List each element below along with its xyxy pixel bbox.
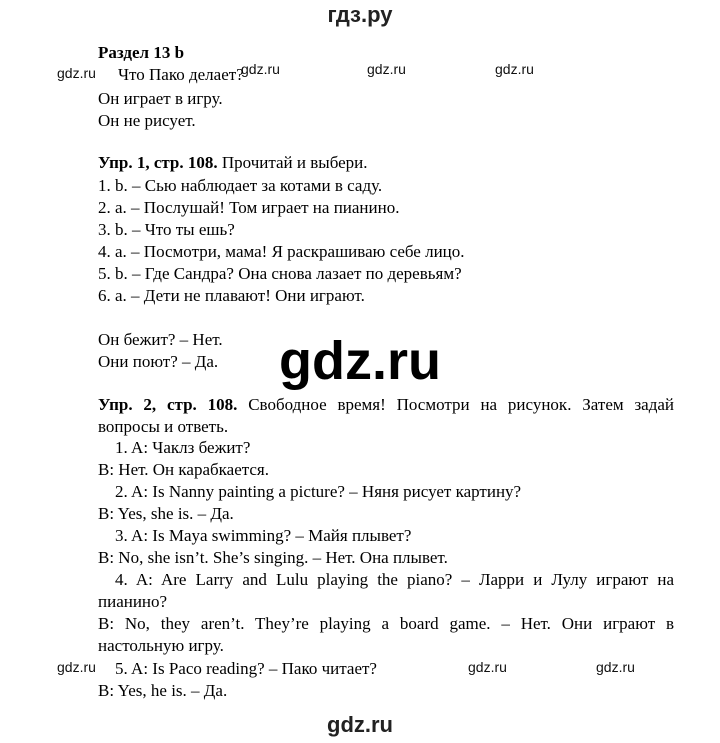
exercise-2-header [98,394,674,438]
watermark-small: gdz.ru [596,659,635,675]
section-title: Раздел 13 b [98,43,185,62]
exercise-2-line: B: Нет. Он карабкается. [98,460,269,479]
exercise-2-line: 4. A: Are Larry and Lulu playing the piano? – Ларри и Лулу играют на пианино? [98,570,674,611]
extra-line: Они поют? – Да. [98,352,219,371]
exercise-1-header [98,152,368,174]
exercise-2-line: B: Yes, she is. – Да. [98,504,234,523]
watermark-small: gdz.ru [495,61,534,77]
exercise-1-task: Прочитай и выбери. [217,153,368,172]
exercise-1-item: 5. b. – Где Сандра? Она снова лазает по деревьям? [98,264,462,283]
exercise-2-line: 1. A: Чаклз бежит? [115,438,251,457]
exercise-1-heading: Упр. 1, стр. 108. [98,153,218,172]
exercise-1-item: 6. a. – Дети не плавают! Они играют. [98,286,365,305]
exercise-2-line: B: No, she isn’t. She’s singing. – Нет. Она плывет. [98,548,448,567]
watermark-small: gdz.ru [241,61,280,77]
watermark-bottom: gdz.ru [327,712,393,737]
exercise-2-line: B: Yes, he is. – Да. [98,681,228,700]
exercise-1-item: 2. a. – Послушай! Том играет на пианино. [98,198,400,217]
site-header-watermark: гдз.ру [327,2,393,27]
watermark-small: gdz.ru [57,65,96,81]
exercise-2-line: 5. A: Is Paco reading? – Пако читает? [115,659,377,678]
section-line: Он не рисует. [98,111,196,130]
exercise-2-line: 3. A: Is Maya swimming? – Майя плывет? [115,526,412,545]
section-line: Что Пако делает? [118,65,244,84]
exercise-1-item: 1. b. – Сью наблюдает за котами в саду. [98,176,383,195]
exercise-1-item: 3. b. – Что ты ешь? [98,220,235,239]
exercise-2-line: 2. A: Is Nanny painting a picture? – Няня рисует картину? [115,482,522,501]
watermark-small: gdz.ru [367,61,406,77]
section-line: Он играет в игру. [98,89,223,108]
exercise-2-heading: Упр. 2, стр. 108. [98,395,238,414]
exercise-2-task: Свободное время! Посмотри на рисунок. Затем задай вопросы и ответь. [98,395,675,436]
watermark-small: gdz.ru [468,659,507,675]
watermark-small: gdz.ru [57,659,96,675]
watermark-large: gdz.ru [279,331,441,391]
exercise-1-item: 4. a. – Посмотри, мама! Я раскрашиваю себе лицо. [98,242,465,261]
exercise-2-line: B: No, they aren’t. They’re playing a board game. – Нет. Они играют в настольную игру. [98,614,674,655]
extra-line: Он бежит? – Нет. [98,330,223,349]
